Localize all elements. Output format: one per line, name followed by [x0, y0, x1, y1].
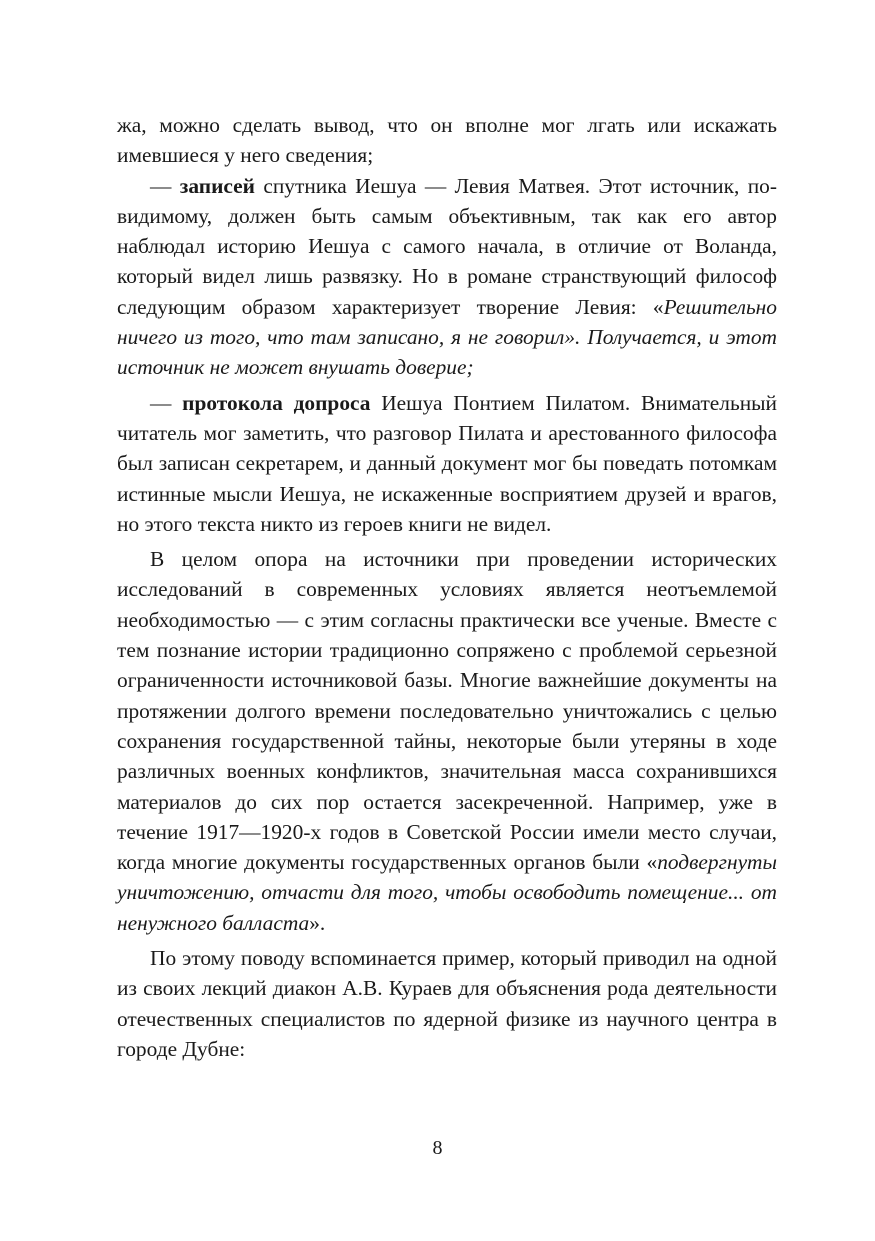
paragraph-5 [117, 943, 777, 1064]
main-text [117, 110, 777, 1064]
paragraph-3-text: Иешуа Понтием Пилатом. Внимательный читатель мог заметить, что разговор Пилата и арестованного философа был записан секретарем, и данный документ мог бы поведать потомкам истинные мысли Иешуа, не искаженные восприятием друзей и врагов, но этого текста никто из героев книги не видел. [117, 390, 777, 536]
paragraph-2-quote: Решительно ничего из того, что там записано, я не говорил». Получается, и этот источник не может внушать доверие; [117, 294, 777, 380]
paragraph-2 [117, 171, 777, 383]
paragraph-4-tail: ». [309, 910, 326, 935]
paragraph-2-dash: — [150, 173, 180, 198]
paragraph-3 [117, 388, 777, 539]
paragraph-1 [117, 110, 777, 171]
paragraph-4-quote: подвергнуты уничтожению, отчасти для того, чтобы освободить помещение... от ненужного балласта [117, 850, 777, 935]
paragraph-3-dash: — [150, 390, 183, 415]
page-number: 8 [432, 1137, 443, 1159]
paragraph-1-text: жа, можно сделать вывод, что он вполне мог лгать или искажать имевшиеся у него сведения; [117, 113, 777, 168]
paragraph-2-text: спутника Иешуа — Левия Матвея. Этот источник, по-видимому, должен быть самым объективным, так как его автор наблюдал историю Иешуа с самого начала, в отличие от Воланда, который видел лишь развязку. Но в романе странствующий философ следующим образом характеризует творение Левия: « [117, 173, 777, 319]
paragraph-4 [117, 544, 777, 938]
paragraph-4-text: В целом опора на источники при проведении исторических исследований в современных условиях является неотъемлемой необходимостью — с этим согласны практически все ученые. Вместе с тем познание истории традиционно сопряжено с проблемой серьезной ограниченности источниковой базы. Многие важнейшие документы на протяжении долгого времени последовательно уничтожались с целью сохранения государственной тайны, некоторые были утеряны в ходе различных военных конфликтов, значительная масса сохранившихся материалов до сих пор остается засекреченной. Например, уже в течение 1917—1920-х годов в Советской России имели место случаи, когда многие документы государственных органов были « [117, 547, 777, 875]
paragraph-2-bold-term: записей [179, 173, 255, 198]
paragraph-3-bold-term: протокола допроса [182, 390, 371, 415]
paragraph-5-text: По этому поводу вспоминается пример, который приводил на одной из своих лекций диакон А.В. Кураев для объяснения рода деятельности отечественных специалистов по ядерной физике из научного центра в городе Дубне: [117, 946, 777, 1061]
